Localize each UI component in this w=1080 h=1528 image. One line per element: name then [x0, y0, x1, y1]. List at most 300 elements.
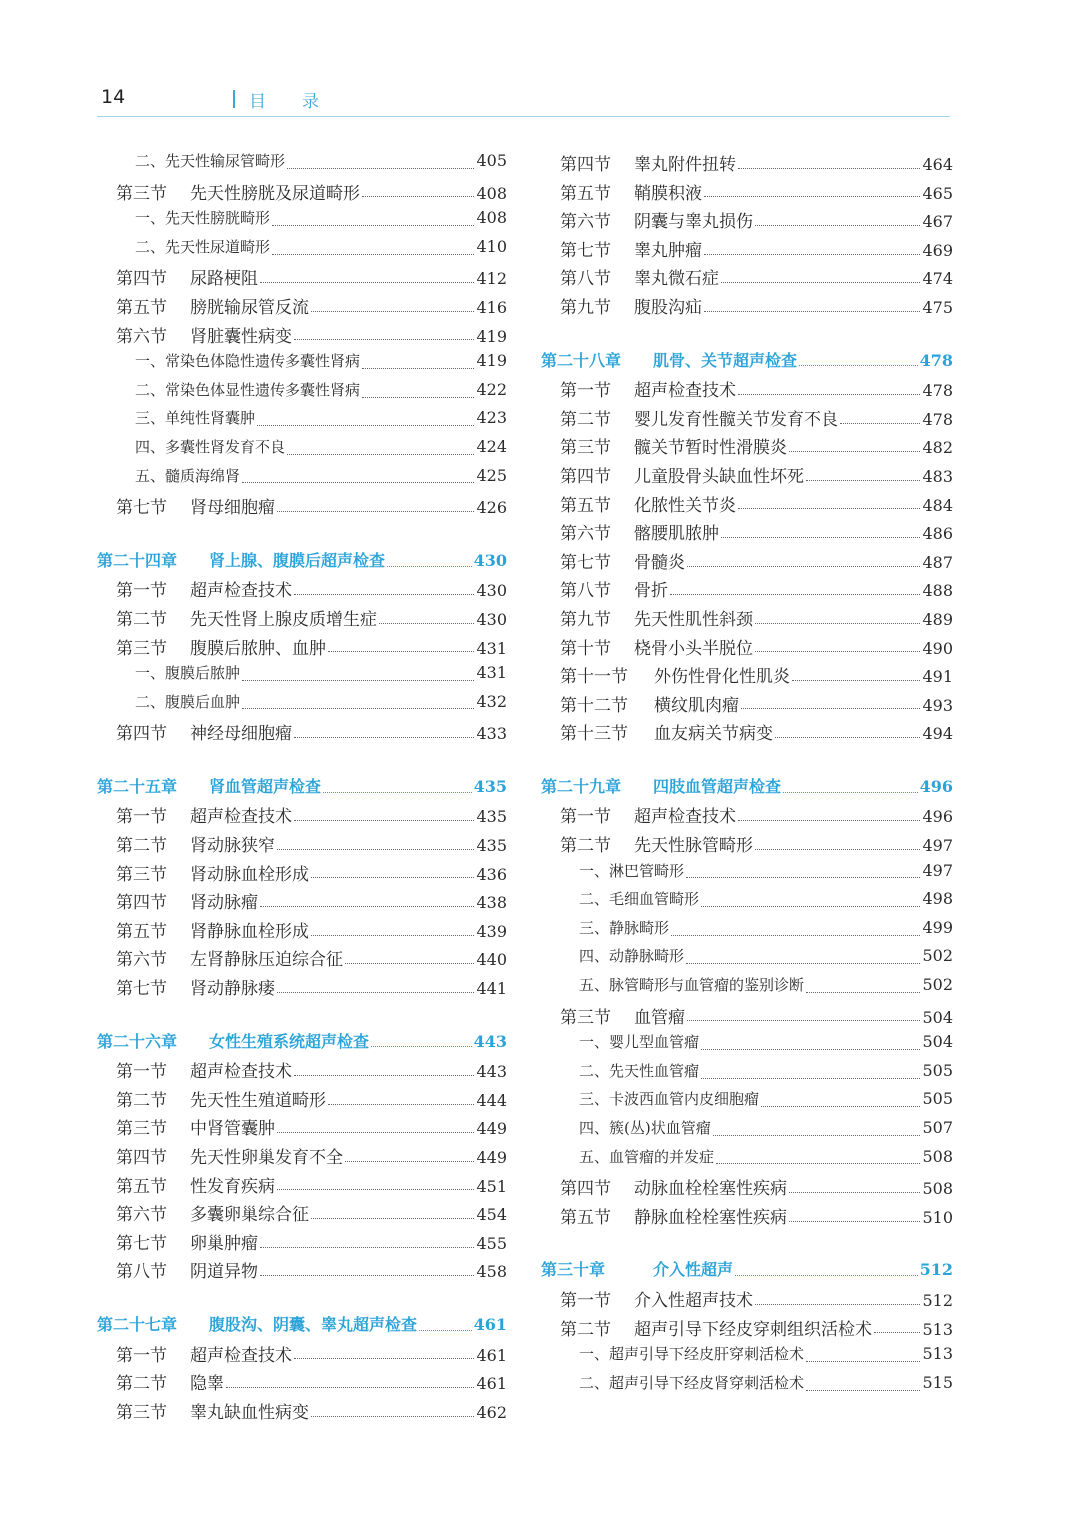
entry-page-number: 430 [473, 550, 507, 570]
entry-page-number: 491 [922, 667, 953, 687]
entry-page-number: 461 [473, 1314, 507, 1334]
toc-chapter-entry[interactable] [541, 1257, 953, 1286]
dot-leader [789, 1192, 920, 1193]
entry-title: 五、髓质海绵肾 [135, 466, 241, 485]
toc-section-entry[interactable] [541, 831, 953, 860]
dot-leader [789, 451, 920, 452]
entry-title: 鞘膜积液 [634, 183, 702, 204]
entry-page-number: 433 [476, 724, 507, 744]
entry-page-number: 474 [922, 269, 953, 289]
entry-title: 四、动静脉畸形 [579, 947, 685, 966]
toc-item-entry[interactable] [97, 436, 507, 465]
toc-section-entry[interactable] [97, 1172, 507, 1201]
dot-leader [387, 566, 472, 567]
entry-page-number: 458 [476, 1262, 507, 1282]
dot-leader [311, 1218, 474, 1219]
dot-leader [294, 594, 474, 595]
dot-leader [260, 1247, 474, 1248]
entry-title: 二、常染色体显性遗传多囊性肾病 [135, 380, 361, 399]
dot-leader [686, 963, 920, 964]
toc-section-entry[interactable] [97, 1257, 507, 1286]
entry-title: 肾母细胞瘤 [190, 498, 275, 519]
toc-section-entry[interactable] [541, 802, 953, 831]
entry-page-number: 478 [919, 350, 953, 370]
entry-page-number: 425 [476, 465, 507, 485]
dot-leader [687, 1020, 920, 1021]
entry-title: 横纹肌肉瘤 [654, 695, 739, 716]
entry-title: 先天性肾上腺皮质增生症 [190, 609, 377, 630]
toc-section-entry[interactable] [97, 1398, 507, 1427]
entry-page-number: 430 [476, 609, 507, 629]
toc-chapter-entry[interactable] [97, 548, 507, 577]
entry-title: 阴囊与睾丸损伤 [634, 212, 753, 233]
entry-title: 超声检查技术 [190, 581, 292, 602]
entry-page-number: 423 [476, 408, 507, 428]
toc-section-entry[interactable] [541, 462, 953, 491]
toc-item-entry[interactable] [97, 150, 507, 179]
dot-leader [277, 1132, 474, 1133]
toc-chapter-entry[interactable] [97, 1312, 507, 1341]
entry-page-number: 426 [476, 498, 507, 518]
toc-section-entry[interactable] [97, 860, 507, 889]
toc-section-entry[interactable] [97, 888, 507, 917]
dot-leader [686, 877, 920, 878]
toc-gap [97, 748, 507, 774]
dot-leader [755, 1304, 920, 1305]
entry-title: 一、腹膜后脓肿 [135, 664, 241, 683]
toc-item-entry[interactable] [97, 662, 507, 691]
entry-page-number: 513 [922, 1344, 953, 1364]
dot-leader [701, 1078, 920, 1079]
toc-section-entry[interactable] [97, 322, 507, 351]
entry-title: 婴儿发育性髋关节发育不良 [634, 409, 838, 430]
dot-leader [260, 906, 474, 907]
entry-label: 第五节 [116, 297, 167, 318]
toc-item-entry[interactable] [541, 1343, 953, 1372]
entry-page-number: 419 [476, 351, 507, 371]
entry-page-number: 461 [476, 1374, 507, 1394]
dot-leader [789, 1221, 920, 1222]
entry-page-number: 496 [919, 776, 953, 796]
entry-page-number: 465 [922, 183, 953, 203]
entry-title: 隐睾 [190, 1374, 224, 1395]
dot-leader [345, 963, 474, 964]
entry-page-number: 484 [922, 495, 953, 515]
entry-title: 介入性超声技术 [634, 1290, 753, 1311]
entry-title: 睾丸缺血性病变 [190, 1402, 309, 1423]
toc-section-entry[interactable] [541, 719, 953, 748]
entry-page-number: 408 [476, 183, 507, 203]
entry-label: 第七节 [116, 1233, 167, 1254]
toc-item-entry[interactable] [541, 1117, 953, 1146]
dot-leader [735, 1275, 918, 1276]
entry-label: 第三节 [116, 638, 167, 659]
dot-leader [799, 365, 918, 366]
entry-title: 先天性肌性斜颈 [634, 609, 753, 630]
dot-leader [345, 1161, 474, 1162]
entry-page-number: 430 [476, 581, 507, 601]
entry-page-number: 515 [922, 1372, 953, 1392]
dot-leader [362, 397, 474, 398]
toc-section-entry[interactable] [97, 634, 507, 663]
toc-gap [97, 1286, 507, 1312]
dot-leader [257, 425, 474, 426]
dot-leader [226, 1387, 474, 1388]
entry-title: 血管瘤 [634, 1007, 685, 1028]
entry-page-number: 486 [922, 524, 953, 544]
dot-leader [242, 680, 474, 681]
entry-label: 第二节 [560, 836, 611, 857]
entry-label: 第七节 [560, 240, 611, 261]
entry-page-number: 497 [922, 836, 953, 856]
entry-title: 肾动脉狭窄 [190, 836, 275, 857]
entry-page-number: 431 [476, 663, 507, 683]
entry-page-number: 431 [476, 638, 507, 658]
entry-page-number: 502 [922, 975, 953, 995]
toc-section-entry[interactable] [541, 1174, 953, 1203]
toc-section-entry[interactable] [97, 493, 507, 522]
entry-label: 第一节 [560, 807, 611, 828]
entry-title: 化脓性关节炎 [634, 495, 736, 516]
toc-item-entry[interactable] [541, 1060, 953, 1089]
toc-section-entry[interactable] [541, 264, 953, 293]
entry-page-number: 443 [473, 1031, 507, 1051]
toc-section-entry[interactable] [541, 1003, 953, 1032]
toc-item-entry[interactable] [97, 407, 507, 436]
dot-leader [721, 282, 920, 283]
entry-page-number: 478 [922, 381, 953, 401]
entry-title: 动脉血栓栓塞性疾病 [634, 1179, 787, 1200]
entry-page-number: 432 [476, 691, 507, 711]
toc-item-entry[interactable] [541, 945, 953, 974]
entry-page-number: 507 [922, 1118, 953, 1137]
toc-item-entry[interactable] [541, 860, 953, 889]
entry-page-number: 490 [922, 638, 953, 658]
entry-page-number: 512 [922, 1290, 953, 1310]
toc-item-entry[interactable] [97, 691, 507, 720]
entry-label: 第三节 [116, 1119, 167, 1140]
entry-page-number: 487 [922, 552, 953, 572]
entry-title: 桡骨小头半脱位 [634, 638, 753, 659]
dot-leader [755, 623, 920, 624]
entry-page-number: 439 [476, 921, 507, 941]
toc-section-entry[interactable] [541, 519, 953, 548]
toc-item-entry[interactable] [541, 917, 953, 946]
dot-leader [701, 1049, 920, 1050]
page-number: 14 [101, 86, 126, 108]
toc-section-entry[interactable] [541, 376, 953, 405]
entry-title: 腹股沟、阴囊、睾丸超声检查 [209, 1314, 418, 1334]
toc-item-entry[interactable] [541, 1031, 953, 1060]
dot-leader [670, 594, 920, 595]
dot-leader [755, 849, 920, 850]
entry-title: 先天性脉管畸形 [634, 836, 753, 857]
entry-title: 超声引导下经皮穿刺组织活检术 [634, 1319, 872, 1340]
entry-page-number: 494 [922, 724, 953, 744]
entry-title: 超声检查技术 [634, 807, 736, 828]
dot-leader [806, 1390, 920, 1391]
entry-label: 第十二节 [560, 695, 628, 716]
entry-label: 第二十九章 [541, 776, 622, 796]
dot-leader [379, 623, 474, 624]
entry-title: 二、超声引导下经皮肾穿刺活检术 [579, 1373, 805, 1392]
entry-title: 阴道异物 [190, 1262, 258, 1283]
toc-item-entry[interactable] [97, 207, 507, 236]
entry-page-number: 416 [476, 297, 507, 317]
dot-leader [840, 423, 920, 424]
dot-leader [687, 566, 920, 567]
entry-title: 四、簇(丛)状血管瘤 [579, 1119, 711, 1137]
dot-leader [287, 168, 474, 169]
entry-label: 第二节 [116, 609, 167, 630]
toc-gap [541, 322, 953, 348]
toc-gap [97, 522, 507, 548]
entry-label: 第一节 [560, 1290, 611, 1311]
toc-section-entry[interactable] [97, 1114, 507, 1143]
entry-title: 腹股沟疝 [634, 297, 702, 318]
entry-label: 第四节 [116, 724, 167, 745]
dot-leader [328, 651, 474, 652]
toc-section-entry[interactable] [97, 1229, 507, 1258]
toc-section-entry[interactable] [541, 405, 953, 434]
dot-leader [311, 935, 474, 936]
entry-page-number: 408 [476, 208, 507, 228]
dot-leader [294, 820, 474, 821]
entry-label: 第七节 [560, 552, 611, 573]
dot-leader [323, 792, 472, 793]
toc-section-entry[interactable] [541, 662, 953, 691]
entry-label: 第十三节 [560, 724, 628, 745]
toc-section-entry[interactable] [541, 691, 953, 720]
entry-title: 肾静脉血栓形成 [190, 921, 309, 942]
entry-page-number: 513 [922, 1319, 953, 1339]
entry-page-number: 443 [476, 1062, 507, 1082]
toc-section-entry[interactable] [541, 576, 953, 605]
toc-item-entry[interactable] [541, 1372, 953, 1401]
entry-label: 第五节 [116, 921, 167, 942]
entry-label: 第八节 [560, 269, 611, 290]
dot-leader [701, 906, 920, 907]
entry-title: 二、先天性血管瘤 [579, 1061, 700, 1080]
dot-leader [792, 680, 920, 681]
dot-leader [294, 339, 474, 340]
toc-item-entry[interactable] [97, 350, 507, 379]
dot-leader [272, 225, 474, 226]
entry-title: 四肢血管超声检查 [653, 776, 782, 796]
toc-item-entry[interactable] [97, 236, 507, 265]
entry-label: 第二节 [116, 836, 167, 857]
entry-title: 超声检查技术 [634, 381, 736, 402]
toc-chapter-entry[interactable] [97, 1029, 507, 1058]
entry-page-number: 412 [476, 269, 507, 289]
dot-leader [311, 311, 474, 312]
entry-label: 第五节 [116, 1176, 167, 1197]
dot-leader [761, 1106, 920, 1107]
toc-item-entry[interactable] [541, 1146, 953, 1175]
header-separator [233, 90, 235, 108]
entry-title: 五、血管瘤的并发症 [579, 1147, 715, 1166]
entry-title: 髂腰肌脓肿 [634, 524, 719, 545]
dot-leader [738, 508, 920, 509]
dot-leader [242, 708, 474, 709]
entry-label: 第七节 [116, 979, 167, 1000]
toc-section-entry[interactable] [97, 1057, 507, 1086]
toc-section-entry[interactable] [97, 1143, 507, 1172]
entry-label: 第三节 [560, 1007, 611, 1028]
dot-leader [277, 992, 474, 993]
entry-page-number: 455 [476, 1233, 507, 1253]
dot-leader [738, 820, 920, 821]
toc-item-entry[interactable] [97, 379, 507, 408]
entry-title: 膀胱输尿管反流 [190, 297, 309, 318]
toc-section-entry[interactable] [541, 236, 953, 265]
entry-label: 第六节 [560, 212, 611, 233]
entry-label: 第三节 [116, 1402, 167, 1423]
toc-chapter-entry[interactable] [541, 774, 953, 803]
entry-title: 二、先天性输尿管畸形 [135, 152, 286, 170]
entry-title: 先天性卵巢发育不全 [190, 1148, 343, 1168]
entry-title: 二、腹膜后血肿 [135, 692, 241, 711]
entry-label: 第一节 [116, 1345, 167, 1366]
entry-page-number: 405 [476, 151, 507, 170]
dot-leader [738, 168, 920, 169]
entry-label: 第五节 [560, 495, 611, 516]
toc-section-entry[interactable] [97, 576, 507, 605]
dot-leader [328, 1104, 474, 1105]
toc-section-entry[interactable] [541, 605, 953, 634]
toc-section-entry[interactable] [541, 207, 953, 236]
toc-section-entry[interactable] [97, 719, 507, 748]
toc-section-entry[interactable] [97, 1086, 507, 1115]
toc-section-entry[interactable] [541, 433, 953, 462]
entry-title: 先天性生殖道畸形 [190, 1090, 326, 1111]
entry-title: 一、超声引导下经皮肝穿刺活检术 [579, 1345, 805, 1364]
entry-label: 第四节 [116, 893, 167, 914]
toc-chapter-entry[interactable] [541, 348, 953, 377]
entry-title: 骨髓炎 [634, 552, 685, 573]
entry-page-number: 498 [922, 889, 953, 909]
toc-section-entry[interactable] [97, 605, 507, 634]
entry-page-number: 499 [922, 917, 953, 937]
dot-leader [294, 1358, 474, 1359]
toc-chapter-entry[interactable] [97, 774, 507, 803]
toc-section-entry[interactable] [541, 1203, 953, 1232]
entry-label: 第一节 [116, 1062, 167, 1083]
toc-section-entry[interactable] [541, 179, 953, 208]
entry-title: 卵巢肿瘤 [190, 1233, 258, 1254]
entry-page-number: 424 [476, 436, 507, 456]
entry-label: 第二十五章 [97, 776, 178, 796]
toc-item-entry[interactable] [541, 1088, 953, 1117]
toc-section-entry[interactable] [97, 802, 507, 831]
dot-leader [311, 877, 474, 878]
toc-section-entry[interactable] [97, 264, 507, 293]
entry-title: 睾丸肿瘤 [634, 240, 702, 261]
entry-page-number: 435 [476, 807, 507, 827]
dot-leader [362, 368, 474, 369]
toc-section-entry[interactable] [541, 1315, 953, 1344]
toc-section-entry[interactable] [541, 1286, 953, 1315]
entry-page-number: 435 [473, 776, 507, 796]
toc-section-entry[interactable] [541, 491, 953, 520]
dot-leader [242, 482, 474, 483]
entry-label: 第六节 [116, 326, 167, 347]
entry-title: 多囊卵巢综合征 [190, 1205, 309, 1226]
toc-section-entry[interactable] [541, 548, 953, 577]
toc-section-entry[interactable] [97, 974, 507, 1003]
entry-label: 第六节 [116, 950, 167, 971]
toc-section-entry[interactable] [97, 945, 507, 974]
entry-title: 超声检查技术 [190, 1345, 292, 1366]
entry-label: 第三节 [116, 864, 167, 885]
dot-leader [713, 1135, 921, 1136]
dot-leader [755, 651, 920, 652]
entry-title: 肾血管超声检查 [209, 776, 322, 796]
toc-item-entry[interactable] [541, 974, 953, 1003]
dot-leader [806, 480, 920, 481]
entry-page-number: 449 [476, 1119, 507, 1139]
entry-label: 第二节 [116, 1090, 167, 1111]
toc-section-entry[interactable] [541, 150, 953, 179]
dot-leader [287, 454, 474, 455]
dot-leader [704, 254, 920, 255]
entry-title: 超声检查技术 [190, 807, 292, 828]
entry-title: 尿路梗阻 [190, 269, 258, 290]
entry-title: 髋关节暂时性滑膜炎 [634, 438, 787, 459]
toc-section-entry[interactable] [541, 634, 953, 663]
toc-section-entry[interactable] [97, 179, 507, 208]
entry-title: 三、静脉畸形 [579, 918, 670, 937]
entry-page-number: 496 [922, 807, 953, 827]
toc-section-entry[interactable] [97, 1369, 507, 1398]
entry-title: 二、先天性尿道畸形 [135, 237, 271, 256]
entry-label: 第六节 [116, 1205, 167, 1226]
toc-section-entry[interactable] [97, 1200, 507, 1229]
toc-section-entry[interactable] [97, 1341, 507, 1370]
toc-section-entry[interactable] [97, 831, 507, 860]
entry-title: 左肾静脉压迫综合征 [190, 950, 343, 971]
dot-leader [806, 1361, 920, 1362]
toc-column-left [97, 150, 507, 1426]
dot-leader [277, 1189, 474, 1190]
entry-page-number: 440 [476, 950, 507, 970]
dot-leader [738, 394, 920, 395]
entry-page-number: 464 [922, 155, 953, 174]
entry-label: 第七节 [116, 498, 167, 519]
entry-title: 肌骨、关节超声检查 [653, 350, 798, 370]
toc-item-entry[interactable] [541, 888, 953, 917]
entry-title: 肾动静脉瘘 [190, 979, 275, 1000]
entry-title: 一、先天性膀胱畸形 [135, 209, 271, 228]
entry-title: 中肾管囊肿 [190, 1119, 275, 1140]
entry-label: 第二节 [560, 409, 611, 430]
entry-label: 第一节 [116, 807, 167, 828]
entry-page-number: 449 [476, 1148, 507, 1167]
entry-page-number: 493 [922, 695, 953, 715]
entry-title: 超声检查技术 [190, 1062, 292, 1083]
entry-label: 第二十七章 [97, 1314, 178, 1334]
toc-section-entry[interactable] [97, 293, 507, 322]
entry-page-number: 505 [922, 1060, 953, 1080]
dot-leader [775, 737, 920, 738]
toc-section-entry[interactable] [541, 293, 953, 322]
entry-title: 肾动脉瘤 [190, 893, 258, 914]
entry-label: 第十节 [560, 638, 611, 659]
toc-section-entry[interactable] [97, 917, 507, 946]
dot-leader [294, 737, 474, 738]
toc-item-entry[interactable] [97, 465, 507, 494]
entry-label: 第三节 [560, 438, 611, 459]
